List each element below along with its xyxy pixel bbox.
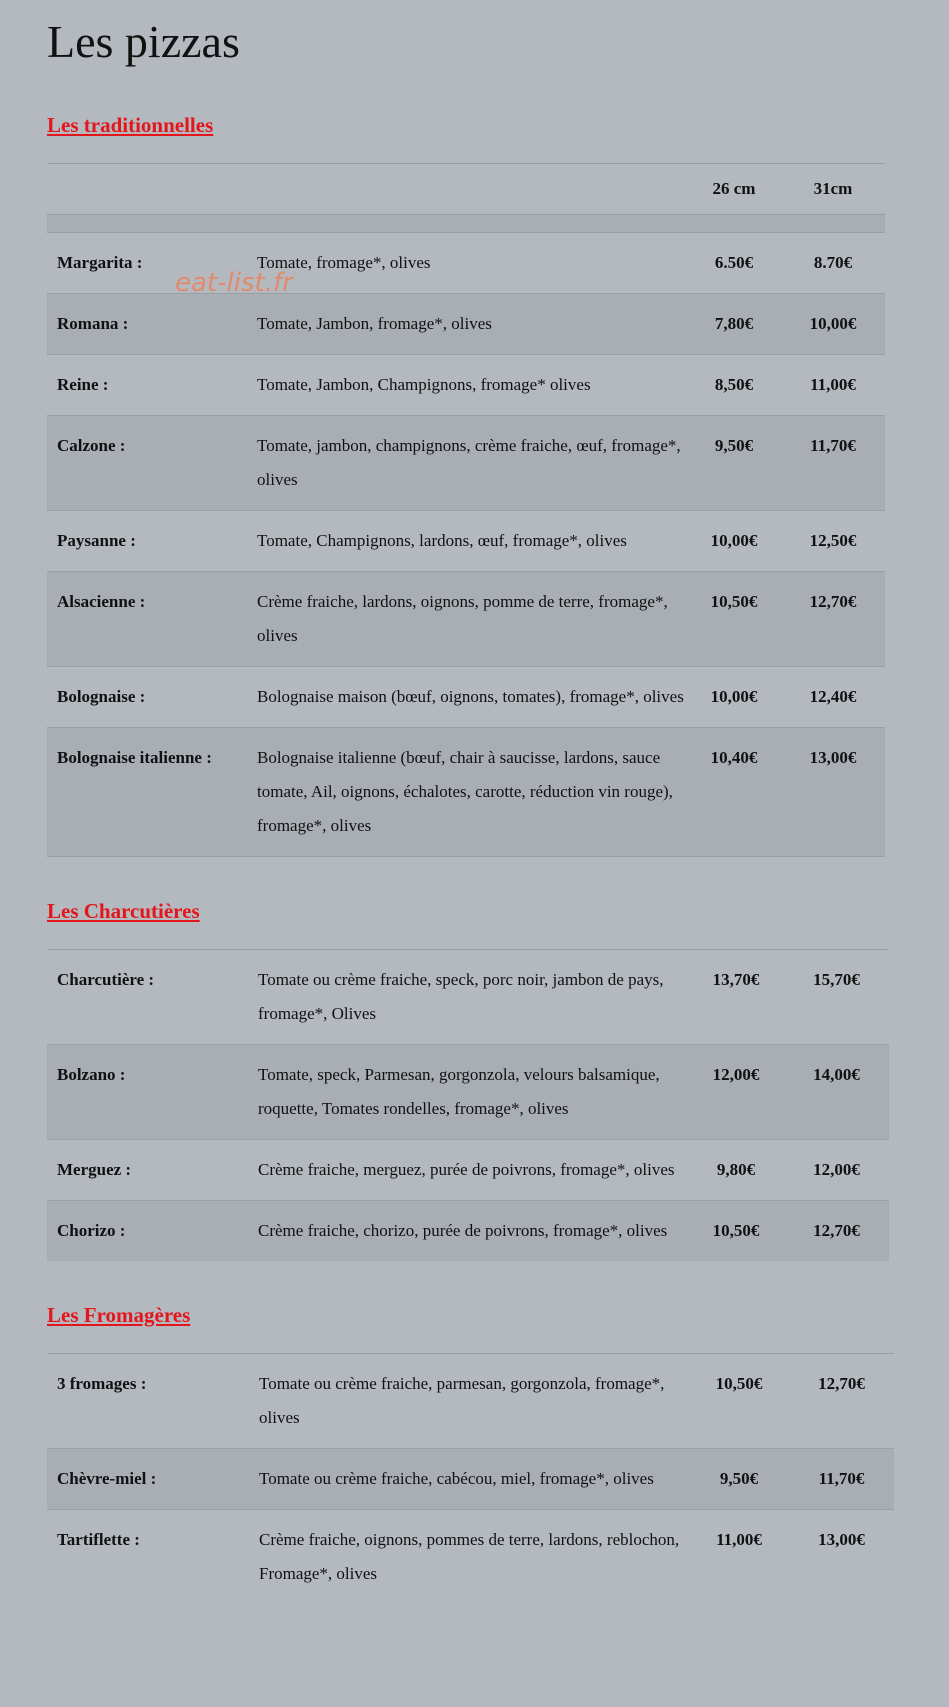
price-26: 9,50€ [687, 416, 781, 511]
table-row [47, 1449, 894, 1510]
price-31: 11,70€ [789, 1449, 894, 1510]
pizza-description: Tomate ou crème fraiche, cabécou, miel, fromage*, olives [259, 1449, 689, 1510]
pizza-description: Crème fraiche, chorizo, purée de poivrons, fromage*, olives [258, 1201, 688, 1262]
pizza-description: Tomate, Jambon, fromage*, olives [257, 294, 687, 355]
pizza-description: Tomate, Jambon, Champignons, fromage* olives [257, 355, 687, 416]
pizza-name: Paysanne : [47, 511, 257, 572]
price-31: 13,00€ [789, 1510, 894, 1605]
size-header-26: 26 cm [687, 164, 781, 215]
table-row [47, 294, 885, 355]
pizza-description: Crème fraiche, oignons, pommes de terre, lardons, reblochon, Fromage*, olives [259, 1510, 689, 1605]
pizza-name: Chèvre-miel : [47, 1449, 259, 1510]
table-row [47, 667, 885, 728]
table-row [47, 416, 885, 511]
menu-table [47, 163, 885, 857]
pizza-name: Chorizo : [47, 1201, 258, 1262]
pizza-description: Tomate ou crème fraiche, speck, porc noir, jambon de pays, fromage*, Olives [258, 950, 688, 1045]
pizza-name: Charcutière : [47, 950, 258, 1045]
pizza-description: Tomate, fromage*, olives [257, 233, 687, 294]
pizza-description: Crème fraiche, merguez, purée de poivrons, fromage*, olives [258, 1140, 688, 1201]
price-26: 10,50€ [688, 1201, 784, 1262]
price-26: 13,70€ [688, 950, 784, 1045]
pizza-description: Bolognaise maison (bœuf, oignons, tomates), fromage*, olives [257, 667, 687, 728]
menu-table [47, 949, 889, 1261]
price-26: 12,00€ [688, 1045, 784, 1140]
section-title: Les traditionnelles [47, 113, 214, 137]
price-31: 8.70€ [781, 233, 885, 294]
pizza-name: Bolognaise italienne : [47, 728, 257, 857]
table-row [47, 511, 885, 572]
price-26: 8,50€ [687, 355, 781, 416]
table-row [47, 1045, 889, 1140]
price-31: 12,70€ [781, 572, 885, 667]
pizza-name: Calzone : [47, 416, 257, 511]
pizza-description: Bolognaise italienne (bœuf, chair à saucisse, lardons, sauce tomate, Ail, oignons, échalotes, carotte, réduction vin rouge), fromage*, olives [257, 728, 687, 857]
price-31: 10,00€ [781, 294, 885, 355]
price-26: 10,50€ [687, 572, 781, 667]
table-row [47, 355, 885, 416]
section-charcutieres [47, 899, 929, 1261]
pizza-name: Romana : [47, 294, 257, 355]
pizza-description: Tomate, Champignons, lardons, œuf, fromage*, olives [257, 511, 687, 572]
pizza-name: Alsacienne : [47, 572, 257, 667]
price-31: 14,00€ [784, 1045, 889, 1140]
size-header-row [47, 164, 885, 215]
table-row [47, 1140, 889, 1201]
price-31: 13,00€ [781, 728, 885, 857]
table-row [47, 950, 889, 1045]
price-26: 10,00€ [687, 667, 781, 728]
price-26: 9,80€ [688, 1140, 784, 1201]
table-row [47, 1201, 889, 1262]
price-31: 11,00€ [781, 355, 885, 416]
price-26: 10,40€ [687, 728, 781, 857]
menu-table [47, 1353, 894, 1604]
pizza-description: Tomate ou crème fraiche, parmesan, gorgonzola, fromage*, olives [259, 1354, 689, 1449]
table-row [47, 233, 885, 294]
price-31: 12,40€ [781, 667, 885, 728]
price-26: 10,00€ [687, 511, 781, 572]
price-31: 12,50€ [781, 511, 885, 572]
table-row [47, 1510, 894, 1605]
pizza-name: Bolzano : [47, 1045, 258, 1140]
watermark: eat-list.fr [175, 268, 293, 298]
page-title: Les pizzas [47, 16, 240, 67]
price-31: 12,70€ [784, 1201, 889, 1262]
price-31: 15,70€ [784, 950, 889, 1045]
price-26: 11,00€ [689, 1510, 789, 1605]
section-title: Les Fromagères [47, 1303, 191, 1327]
price-26: 9,50€ [689, 1449, 789, 1510]
price-31: 11,70€ [781, 416, 885, 511]
pizza-name: 3 fromages : [47, 1354, 259, 1449]
pizza-name: Reine : [47, 355, 257, 416]
pizza-name: Tartiflette : [47, 1510, 259, 1605]
pizza-name: Bolognaise : [47, 667, 257, 728]
table-row [47, 728, 885, 857]
price-26: 10,50€ [689, 1354, 789, 1449]
pizza-name: Merguez : [47, 1140, 258, 1201]
section-title: Les Charcutières [47, 899, 200, 923]
table-row [47, 1354, 894, 1449]
size-header-31: 31cm [781, 164, 885, 215]
price-31: 12,70€ [789, 1354, 894, 1449]
section-traditionnelles [47, 113, 929, 857]
pizza-description: Tomate, speck, Parmesan, gorgonzola, velours balsamique, roquette, Tomates rondelles, fromage*, olives [258, 1045, 688, 1140]
pizza-description: Tomate, jambon, champignons, crème fraiche, œuf, fromage*, olives [257, 416, 687, 511]
section-fromageres [47, 1303, 929, 1604]
pizza-name: Margarita : [47, 233, 257, 294]
price-26: 7,80€ [687, 294, 781, 355]
table-row [47, 572, 885, 667]
price-26: 6.50€ [687, 233, 781, 294]
price-31: 12,00€ [784, 1140, 889, 1201]
pizza-description: Crème fraiche, lardons, oignons, pomme de terre, fromage*, olives [257, 572, 687, 667]
